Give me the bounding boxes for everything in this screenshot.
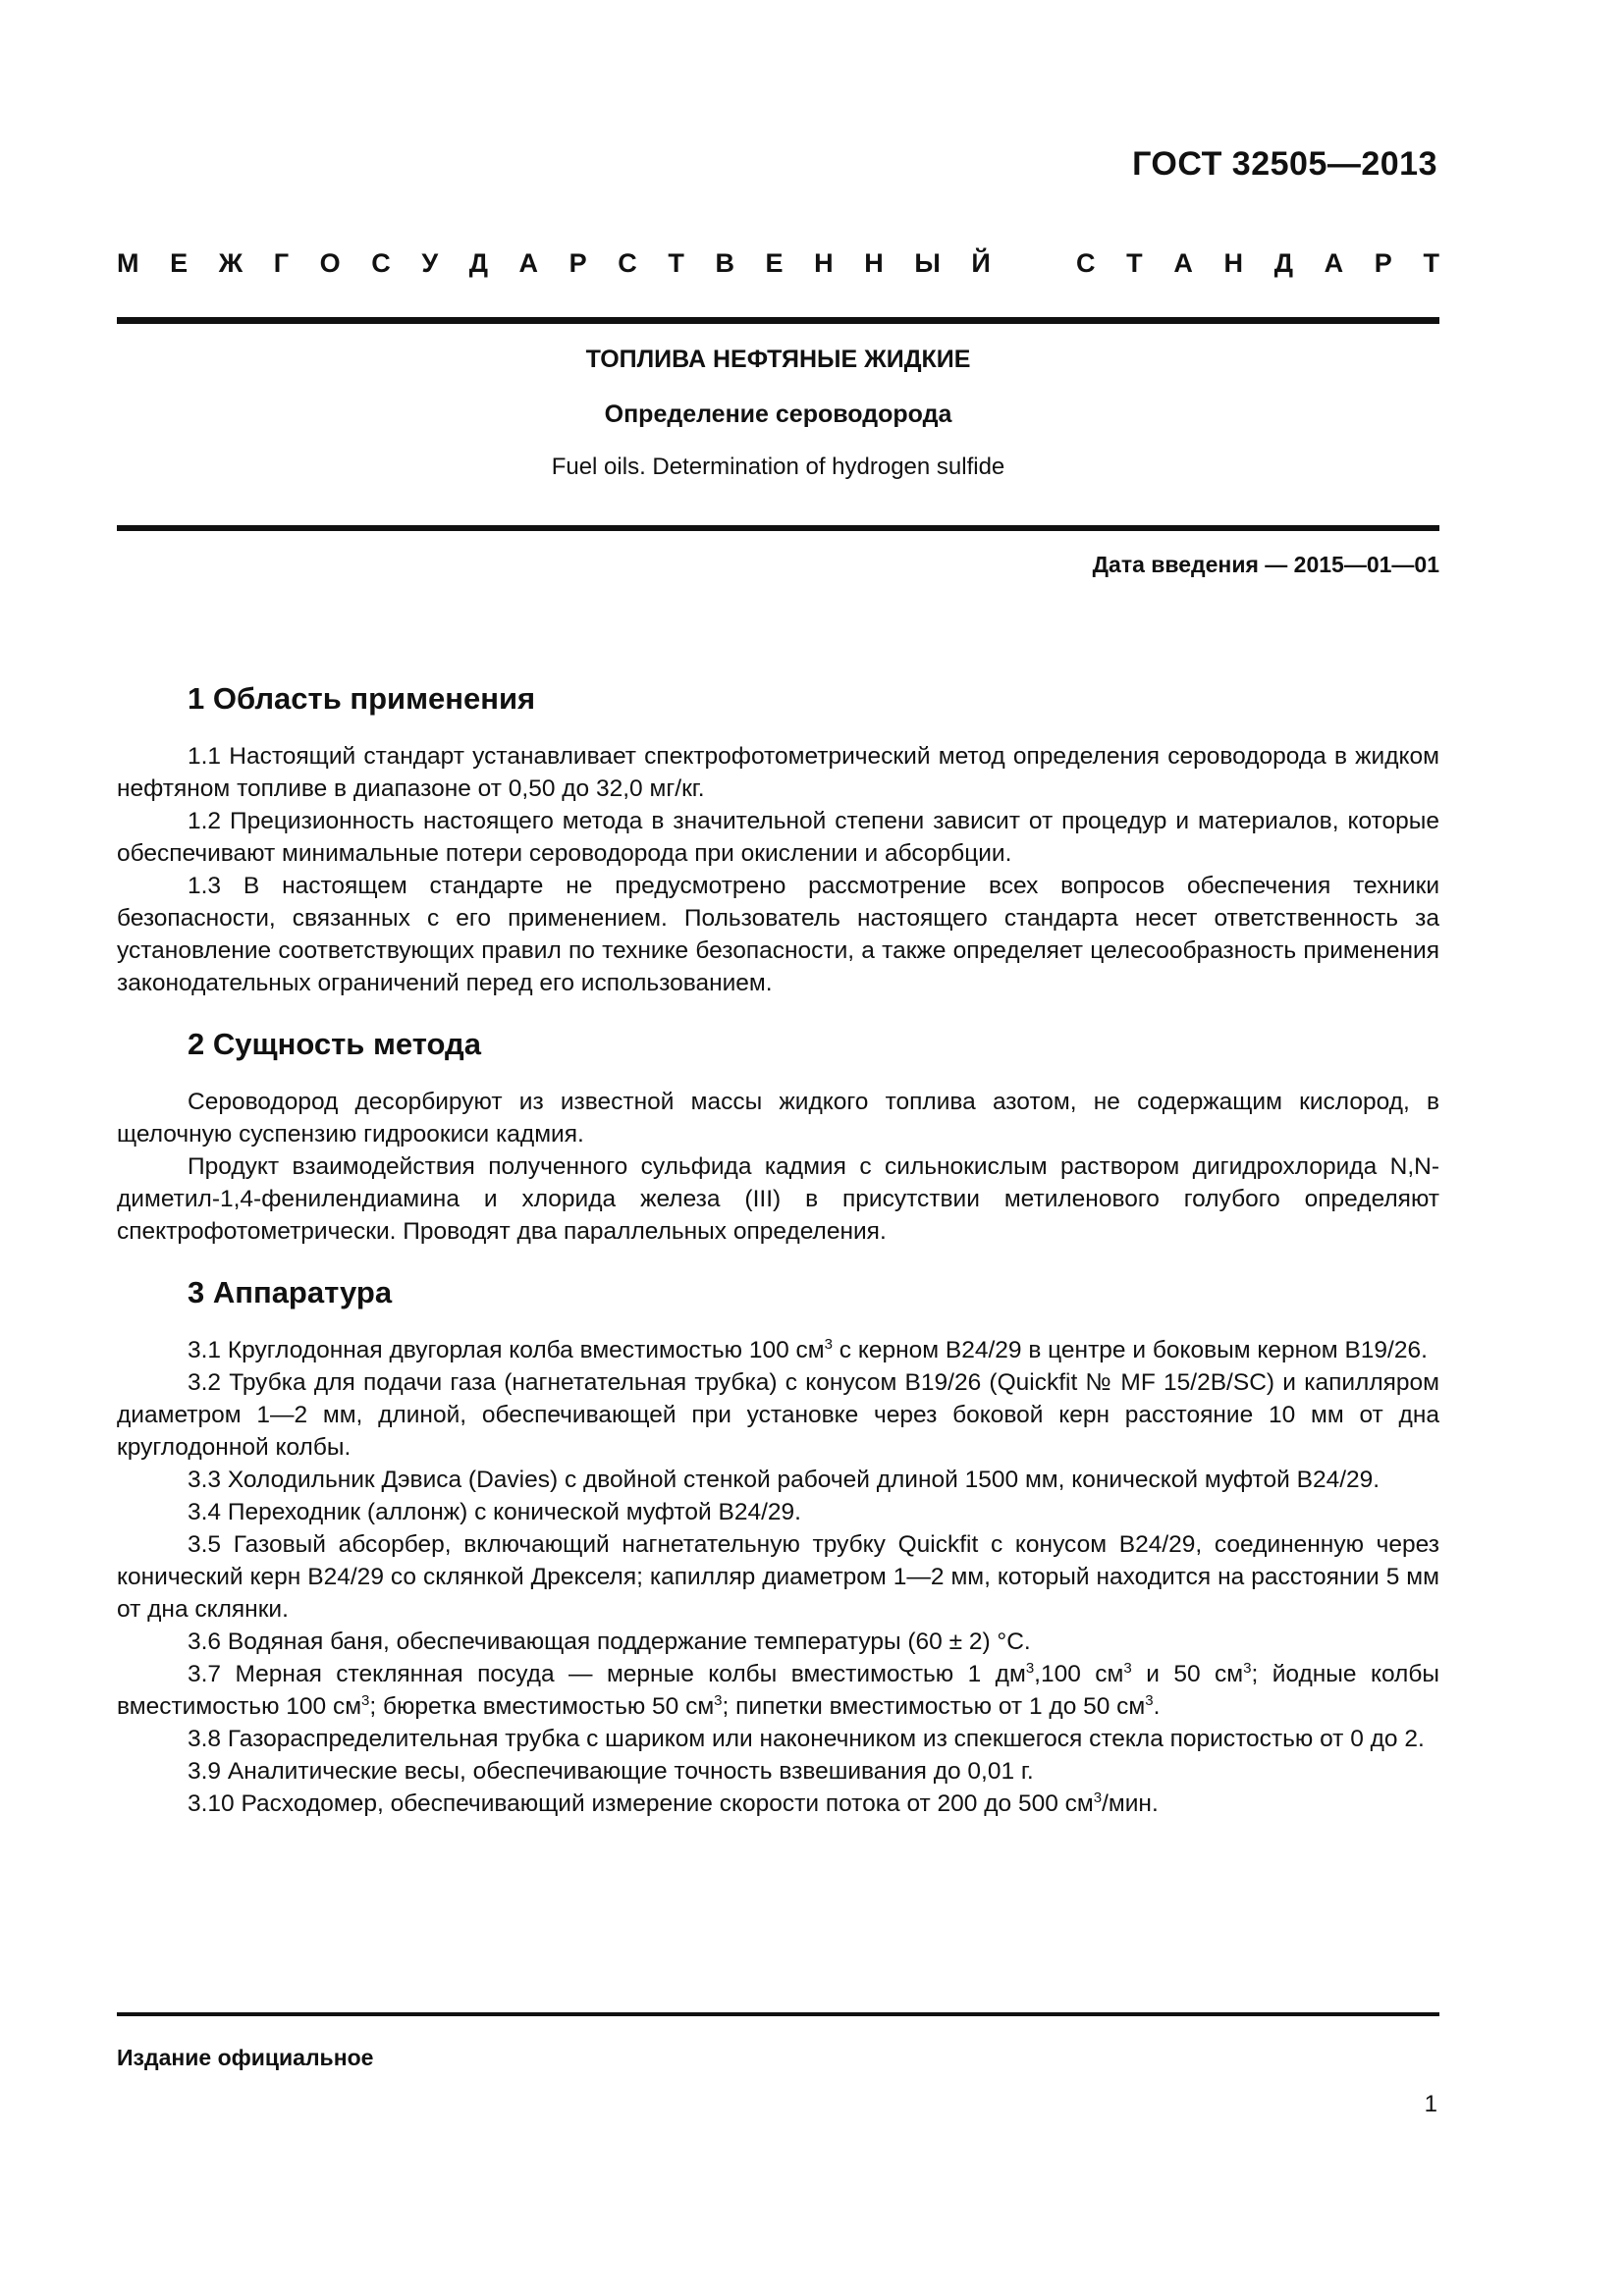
banner-letter: Ж — [218, 248, 244, 278]
banner-letter: С — [1076, 248, 1096, 278]
banner-letter: Е — [170, 248, 189, 278]
paragraph-3-6: 3.6 Водяная баня, обеспечивающая поддержание температуры (60 ± 2) °С. — [188, 1629, 1031, 1655]
paragraph-3-2: 3.2 Трубка для подачи газа (нагнетательная трубка) с конусом B19/26 (Quickfit № MF 15/2B/SC) и капилляром диаметром 1—2 мм, длиной, обеспечивающей при установке через боковой керн расстояние 10 мм от дна круглодонной колбы. — [117, 1369, 1439, 1461]
paragraph-1-3: 1.3 В настоящем стандарте не предусмотрено рассмотрение всех вопросов обеспечения техники безопасности, связанных с его применением. Пользователь настоящего стандарта несет ответственность за установление соответствующих правил по технике безопасности, а также определяет целесообразность применения законодательных ограничений перед его использованием. — [117, 873, 1439, 996]
section-heading-method: 2 Сущность метода — [188, 1027, 481, 1061]
paragraph-3-8: 3.8 Газораспределительная трубка с шариком или наконечником из спекшегося стекла пористостью от 0 до 2. — [188, 1726, 1425, 1752]
banner-letter: Т — [668, 248, 684, 278]
section-heading-scope: 1 Область применения — [188, 681, 536, 716]
banner-letter: Д — [1273, 248, 1293, 278]
interstate-standard-banner — [117, 248, 1439, 279]
banner-letter: Г — [273, 248, 290, 278]
paragraph-2-2: Продукт взаимодействия полученного сульфида кадмия с сильнокислым раствором дигидрохлорида N,N-диметил-1,4-фенилендиамина и хлорида железа (III) в присутствии метиленового голубого определяют спектрофотометрически. Проводят два параллельных определения. — [117, 1153, 1439, 1245]
banner-letter: Н — [814, 248, 834, 278]
paragraph-3-5: 3.5 Газовый абсорбер, включающий нагнетательную трубку Quickfit с конусом B24/29, соединенную через конический керн B24/29 со склянкой Дрекселя; капилляр диаметром 1—2 мм, который находится на расстоянии 5 мм от дна склянки. — [117, 1531, 1439, 1623]
banner-letter: А — [518, 248, 539, 278]
banner-letter: С — [371, 248, 391, 278]
paragraph-3-4: 3.4 Переходник (аллонж) с конической муфтой B24/29. — [188, 1499, 801, 1525]
banner-letter: У — [421, 248, 439, 278]
paragraph-1-1: 1.1 Настоящий стандарт устанавливает спектрофотометрический метод определения сероводорода в жидком нефтяном топливе в диапазоне от 0,50 до 32,0 мг/кг. — [117, 743, 1439, 802]
paragraph-2-1: Сероводород десорбируют из известной массы жидкого топлива азотом, не содержащим кислород, в щелочную суспензию гидроокиси кадмия. — [117, 1089, 1439, 1148]
banner-letter: Д — [468, 248, 488, 278]
footer-divider — [117, 2012, 1439, 2016]
banner-letter: Р — [568, 248, 587, 278]
document-title: ТОПЛИВА НЕФТЯНЫЕ ЖИДКИЕ — [585, 346, 971, 373]
header-divider — [117, 317, 1439, 324]
banner-letter: А — [1173, 248, 1193, 278]
banner-letter: Р — [1374, 248, 1392, 278]
official-edition-label: Издание официальное — [117, 2045, 374, 2070]
banner-letter: Й — [971, 248, 991, 278]
document-body — [117, 679, 1439, 1820]
section-heading-apparatus: 3 Аппаратура — [188, 1275, 393, 1309]
banner-word-interstate — [117, 248, 991, 279]
banner-letter: О — [319, 248, 341, 278]
standard-number: ГОСТ 32505—2013 — [1132, 145, 1437, 183]
english-title: Fuel oils. Determination of hydrogen sulfide — [551, 454, 1005, 480]
title-divider — [117, 525, 1439, 531]
paragraph-1-2: 1.2 Прецизионность настоящего метода в значительной степени зависит от процедур и материалов, которые обеспечивают минимальные потери сероводорода при окислении и абсорбции. — [117, 808, 1439, 867]
paragraph-3-3: 3.3 Холодильник Дэвиса (Davies) с двойной стенкой рабочей длиной 1500 мм, конической муфтой B24/29. — [188, 1467, 1380, 1493]
banner-letter: Ы — [914, 248, 941, 278]
paragraph-3-9: 3.9 Аналитические весы, обеспечивающие точность взвешивания до 0,01 г. — [188, 1758, 1034, 1785]
banner-letter: Т — [1423, 248, 1439, 278]
page-number: 1 — [1424, 2091, 1437, 2117]
banner-letter: А — [1324, 248, 1344, 278]
paragraph-3-7: 3.7 Мерная стеклянная посуда — мерные колбы вместимостью 1 $дм^3,100$ $см^3$ и 50 $см^3$; йодные колбы вместимостью 100 $см^3$; бюретка вместимостью 50 $см^3$; пипетки вместимостью от 1 до 50 $см^3$. — [117, 1659, 1439, 1720]
banner-letter: Н — [864, 248, 884, 278]
banner-letter: Т — [1126, 248, 1143, 278]
introduction-date: Дата введения — 2015—01—01 — [1092, 552, 1439, 577]
banner-word-standard — [1076, 248, 1439, 279]
banner-letter: В — [715, 248, 734, 278]
banner-letter: Е — [765, 248, 784, 278]
banner-letter: М — [117, 248, 139, 278]
title-block — [117, 346, 1439, 481]
paragraph-3-1: 3.1 Круглодонная двугорлая колба вместимостью 100 $см^3$ с керном B24/29 в центре и боковым керном B19/26. — [188, 1335, 1428, 1363]
document-subtitle: Определение сероводорода — [604, 400, 952, 428]
banner-letter: Н — [1223, 248, 1244, 278]
banner-letter: С — [618, 248, 637, 278]
paragraph-3-10: 3.10 Расходомер, обеспечивающий измерение скорости потока от 200 до 500 $см^3$/мин. — [188, 1789, 1159, 1817]
